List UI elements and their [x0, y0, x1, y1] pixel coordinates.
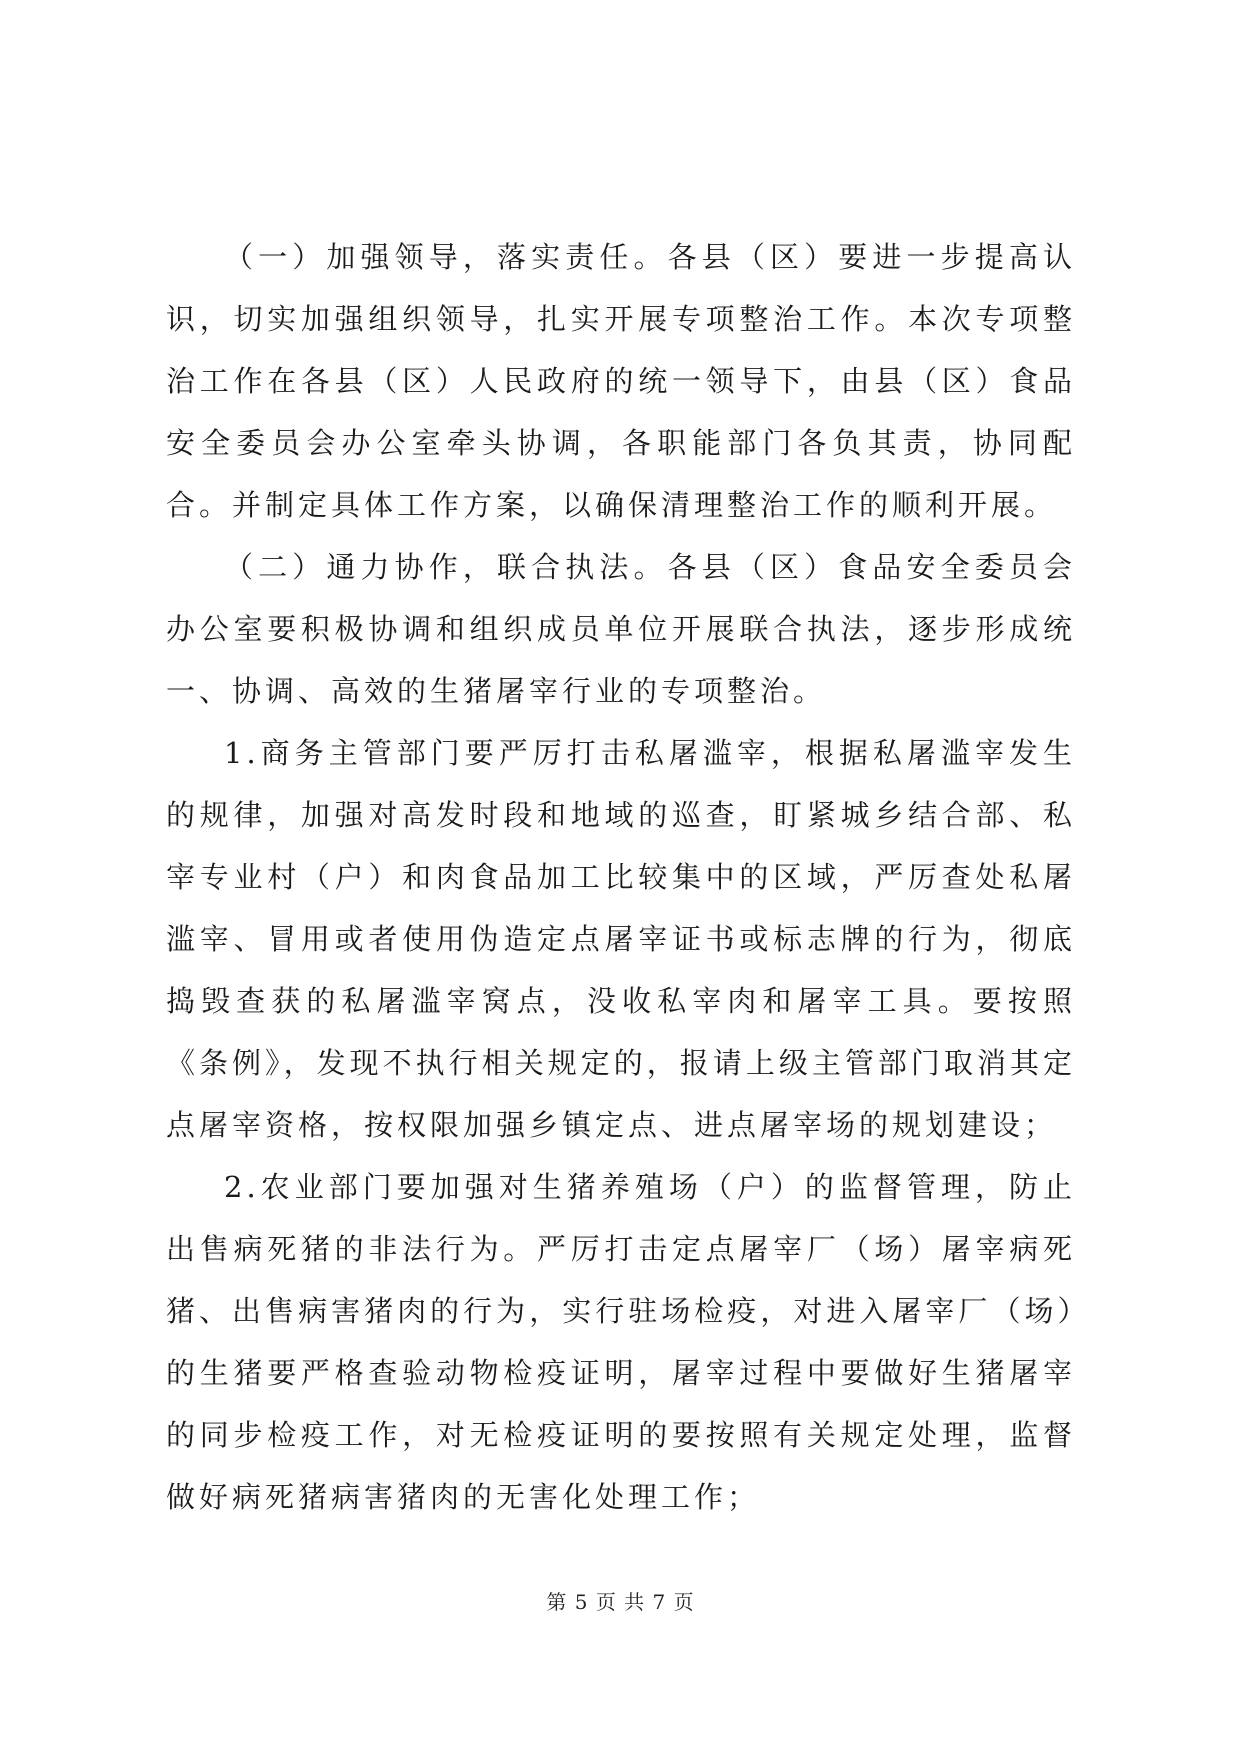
paragraph-1: （一）加强领导，落实责任。各县（区）要进一步提高认识，切实加强组织领导，扎实开展专项整治工作。本次专项整治工作在各县（区）人民政府的统一领导下，由县（区）食品安全委员会办公室牵头协调，各职能部门各负其责，协同配合。并制定具体工作方案，以确保清理整治工作的顺利开展。	[166, 240, 1076, 522]
paragraph-3: 1.商务主管部门要严厉打击私屠滥宰，根据私屠滥宰发生的规律，加强对高发时段和地域的巡查，盯紧城乡结合部、私宰专业村（户）和肉食品加工比较集中的区域，严厉查处私屠滥宰、冒用或者使用伪造定点屠宰证书或标志牌的行为，彻底捣毁查获的私屠滥宰窝点，没收私宰肉和屠宰工具。要按照《条例》，发现不执行相关规定的，报请上级主管部门取消其定点屠宰资格，按权限加强乡镇定点、进点屠宰场的规划建设；	[166, 736, 1076, 1142]
page-number-footer: 第 5 页 共 7 页	[546, 1590, 695, 1614]
paragraph-2: （二）通力协作，联合执法。各县（区）食品安全委员会办公室要积极协调和组织成员单位开展联合执法，逐步形成统一、协调、高效的生猪屠宰行业的专项整治。	[166, 550, 1076, 708]
paragraph-4: 2.农业部门要加强对生猪养殖场（户）的监督管理，防止出售病死猪的非法行为。严厉打击定点屠宰厂（场）屠宰病死猪、出售病害猪肉的行为，实行驻场检疫，对进入屠宰厂（场）的生猪要严格查验动物检疫证明，屠宰过程中要做好生猪屠宰的同步检疫工作，对无检疫证明的要按照有关规定处理，监督做好病死猪病害猪肉的无害化处理工作；	[166, 1170, 1076, 1514]
document-body	[166, 226, 1076, 1528]
